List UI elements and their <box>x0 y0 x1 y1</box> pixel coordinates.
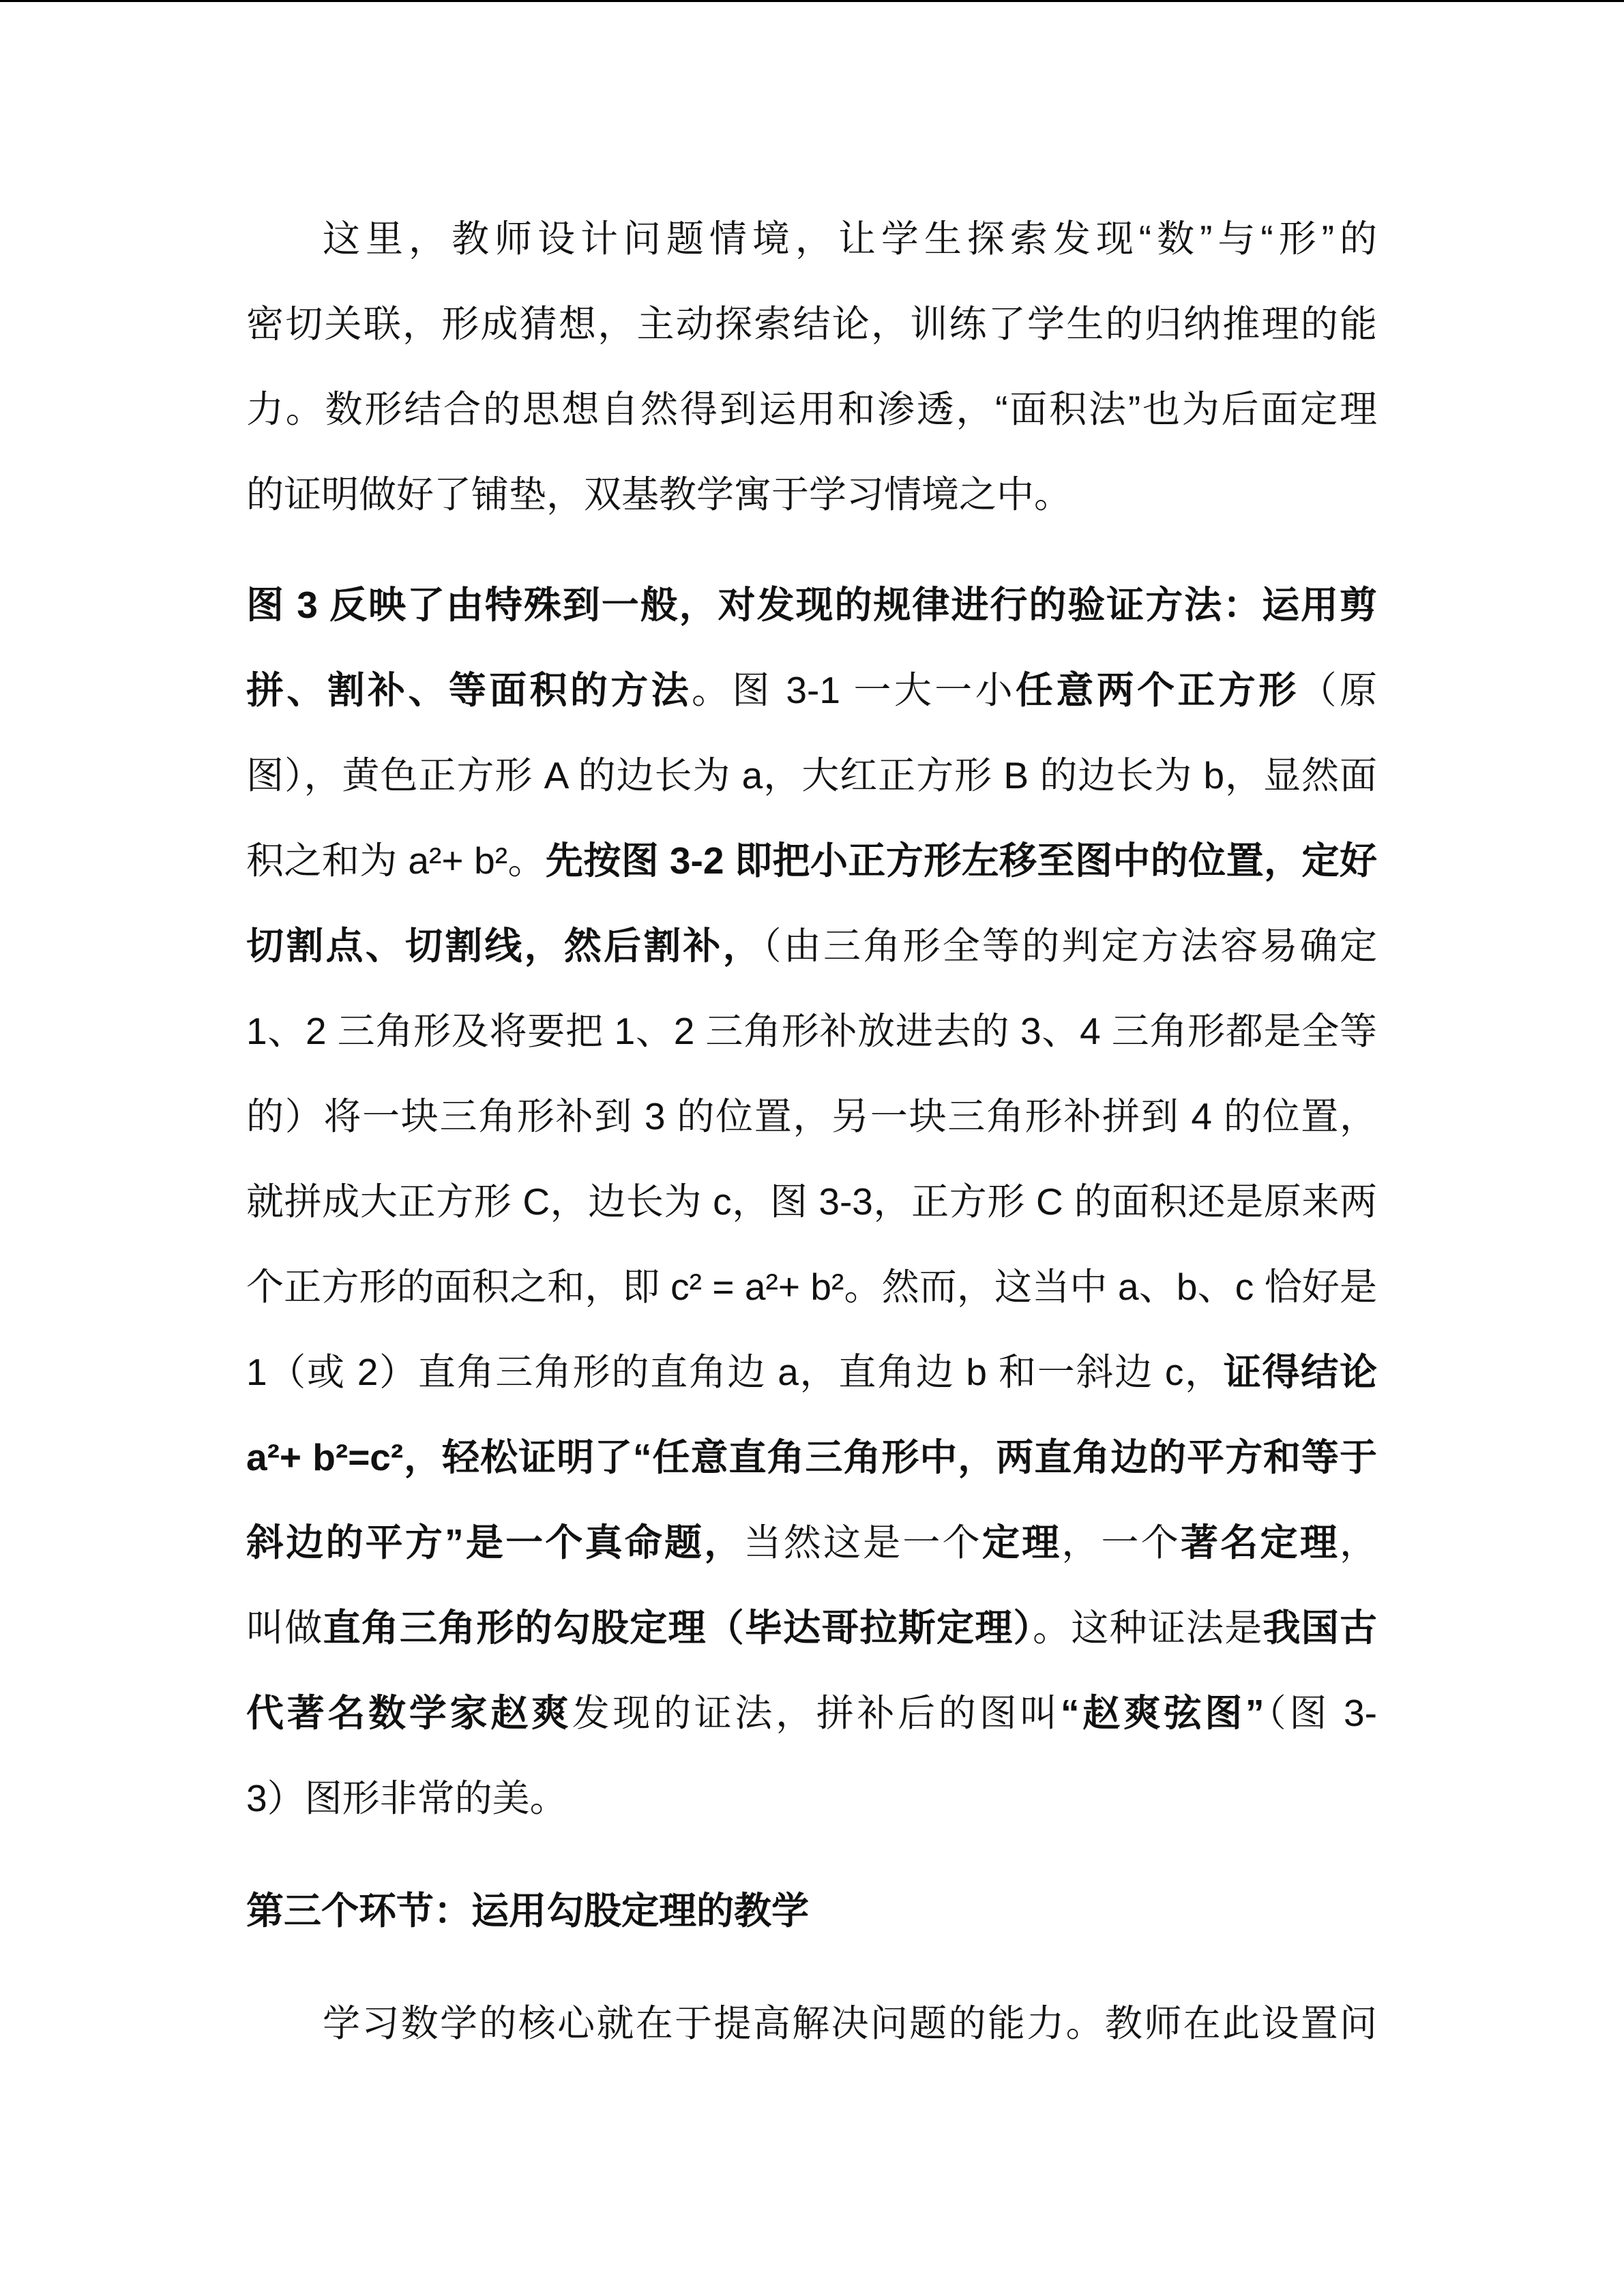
text-line <box>246 1330 1377 1415</box>
text-run: （图 3- <box>1264 1692 1377 1734</box>
text-run: 1（或 2）直角三角形的直角边 a，直角边 b 和一斜边 c， <box>246 1351 1224 1393</box>
text-line <box>246 452 1377 537</box>
text-line <box>246 367 1377 452</box>
text-line <box>246 282 1377 367</box>
text-run: ，一个 <box>1061 1521 1181 1564</box>
bold-text-run: 证得结论 <box>1223 1351 1377 1393</box>
bold-text-run: 斜边的平方”是一个真命题， <box>246 1521 744 1564</box>
text-line <box>246 1244 1377 1330</box>
bold-text-run: 切割点、切割线，然后割补， <box>246 925 763 967</box>
text-run: 叫做 <box>246 1607 323 1649</box>
text-line <box>246 1159 1377 1244</box>
text-run: 3）图形非常的美。 <box>246 1777 567 1819</box>
bold-text-run: 任意两个正方形 <box>1016 669 1299 711</box>
paragraph-3 <box>246 1981 1377 2066</box>
text-line <box>246 1415 1377 1500</box>
text-line <box>246 1671 1377 1756</box>
text-line <box>246 563 1377 648</box>
bold-text-run: 图 3 反映了由特殊到一般，对发现的规律进行的验证方法：运用剪 <box>246 584 1377 626</box>
paragraph-1 <box>246 196 1377 537</box>
text-run: （由三角形全等的判定方法容易确定 <box>763 925 1377 967</box>
text-line <box>246 1074 1377 1159</box>
bold-text-run: 拼、割补、等面积的方法 <box>246 669 692 711</box>
bold-text-run: 代著名数学家赵爽 <box>246 1692 572 1734</box>
text-run: 密切关联，形成猜想，主动探索结论，训练了学生的归纳推理的能 <box>246 303 1377 345</box>
text-run: 个正方形的面积之和，即 c² = a²+ b²。然而，这当中 a、b、c 恰好是 <box>246 1266 1377 1308</box>
section-heading: 第三个环节：运用勾股定理的教学 <box>246 1890 810 1932</box>
paragraph-2 <box>246 563 1377 1841</box>
text-run: 的证明做好了铺垫，双基教学寓于学习情境之中。 <box>246 473 1072 516</box>
text-run: （原 <box>1299 669 1377 711</box>
text-run: 1、2 三角形及将要把 1、2 三角形补放进去的 3、4 三角形都是全等 <box>246 1010 1377 1052</box>
bold-text-run: 定理 <box>981 1521 1062 1564</box>
bold-text-run: a²+ b²=c²，轻松证明了“任意直角三角形中，两直角边的平方和等于 <box>246 1436 1377 1478</box>
text-run: 发现的证法，拼补后的图叫 <box>572 1692 1061 1734</box>
text-run: 这里，教师设计问题情境，让学生探索发现“数”与“形”的 <box>323 218 1377 260</box>
text-line <box>246 818 1377 904</box>
text-line <box>246 1981 1377 2066</box>
document-body <box>246 196 1377 2066</box>
text-run: 当然这是一个 <box>743 1521 982 1564</box>
text-run: 的）将一块三角形补到 3 的位置，另一块三角形补拼到 4 的位置， <box>246 1095 1377 1137</box>
bold-text-run: 我国古 <box>1263 1607 1377 1649</box>
text-run: 。这种证法是 <box>1033 1607 1263 1649</box>
text-line <box>246 648 1377 733</box>
text-line <box>246 989 1377 1074</box>
text-run: 积之和为 a²+ b²。 <box>246 839 546 882</box>
text-run: 。图 3-1 一大一小 <box>692 669 1016 711</box>
text-line <box>246 1500 1377 1585</box>
text-run: 就拼成大正方形 C，边长为 c，图 3-3，正方形 C 的面积还是原来两 <box>246 1180 1377 1223</box>
text-line <box>246 1756 1377 1841</box>
bold-text-run: 先按图 3-2 即把小正方形左移至图中的位置，定好 <box>545 839 1377 882</box>
text-line <box>246 196 1377 282</box>
text-line <box>246 904 1377 989</box>
text-line <box>246 1585 1377 1671</box>
text-run: ， <box>1339 1521 1377 1564</box>
text-line <box>246 733 1377 818</box>
text-run: 学习数学的核心就在于提高解决问题的能力。教师在此设置问 <box>323 2002 1377 2044</box>
text-run: 力。数形结合的思想自然得到运用和渗透，“面积法”也为后面定理 <box>246 388 1377 430</box>
bold-text-run: 著名定理 <box>1181 1521 1340 1564</box>
text-run: 图），黄色正方形 A 的边长为 a，大红正方形 B 的边长为 b，显然面 <box>246 754 1377 796</box>
bold-text-run: 直角三角形的勾股定理（毕达哥拉斯定理） <box>323 1607 1033 1649</box>
bold-text-run: “赵爽弦图” <box>1060 1692 1265 1734</box>
